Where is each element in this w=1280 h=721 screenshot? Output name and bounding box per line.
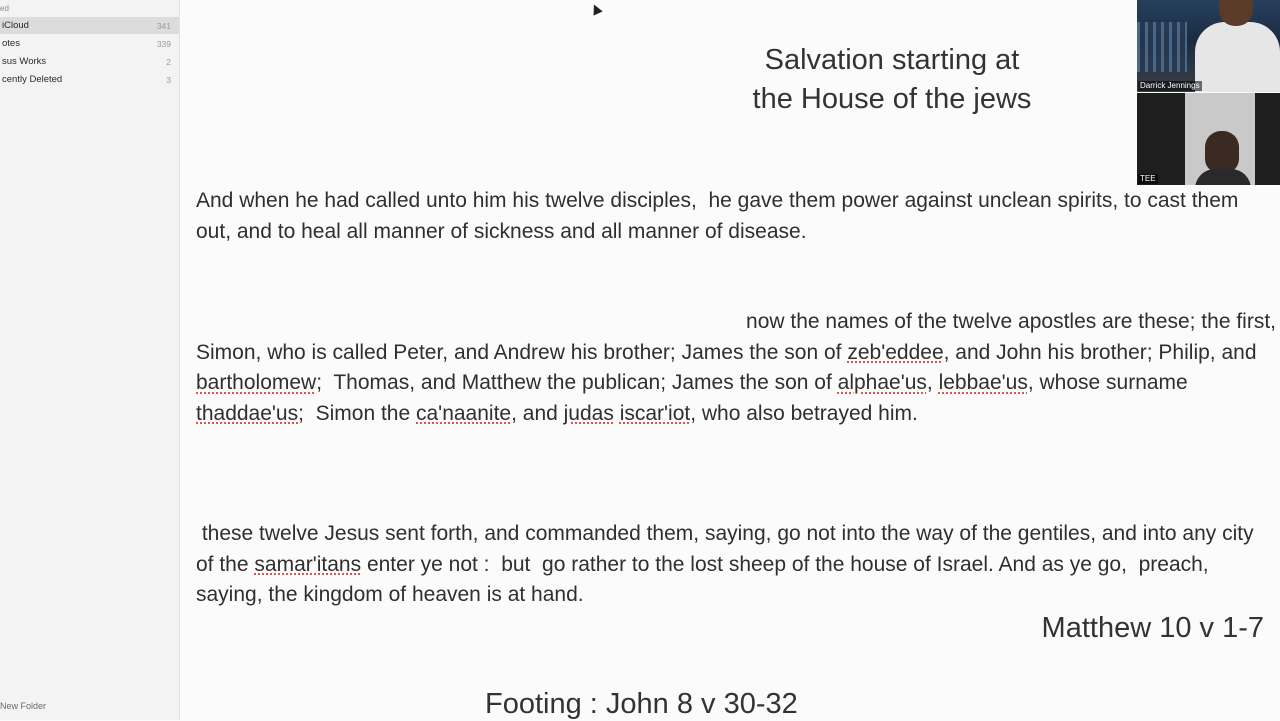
new-folder-button[interactable]: New Folder: [0, 701, 47, 711]
participant-1-image: [1195, 22, 1280, 92]
text-span: these twelve Jesus sent forth, and commanded them, saying, go not into the way of the gentiles, and into any city of the: [196, 522, 1260, 576]
sidebar-item-label: cently Deleted: [2, 74, 63, 85]
video-tile-participant-1[interactable]: [1137, 0, 1280, 92]
city-background-image: [1137, 22, 1187, 72]
sidebar-item-count: 341: [156, 20, 171, 31]
sidebar-item-notes[interactable]: [0, 35, 179, 52]
paragraph-2-first-line: now the names of the twelve apostles are these; the first,: [746, 310, 1276, 333]
sidebar-item-jesus-works[interactable]: [0, 53, 179, 70]
note-paragraph-1: And when he had called unto him his twelve disciples, he gave them power against unclean spirits, to cast them out, and to heal all manner of sickness and all manner of disease.: [196, 189, 1245, 243]
scripture-reference: Matthew 10 v 1-7: [1041, 612, 1264, 644]
participant-name: TEE: [1140, 174, 1156, 183]
text-span: ; Thomas, and Matthew the publican; James the son of: [316, 371, 838, 394]
sidebar-item-icloud[interactable]: [0, 17, 179, 34]
text-span: , and: [511, 401, 564, 425]
note-paragraph-2: [196, 307, 1276, 429]
text-span: ; Simon the: [298, 401, 416, 425]
participant-2-head-image: [1205, 131, 1239, 173]
sidebar-item-label: otes: [2, 38, 20, 49]
note-title: Salvation starting at the House of the jews: [752, 44, 1032, 115]
spellcheck-word[interactable]: ca'naanite: [416, 401, 512, 425]
text-span: Simon, who is called Peter, and Andrew his brother; James the son of: [196, 340, 848, 364]
sidebar-item-count: 3: [166, 74, 171, 85]
participant-name: Darrick Jennings: [1140, 81, 1200, 90]
sidebar-item-count: 339: [156, 38, 171, 49]
spellcheck-word[interactable]: zeb'eddee: [847, 340, 944, 364]
sidebar-item-label: iCloud: [2, 20, 29, 31]
sidebar-section-header: ed: [0, 4, 9, 13]
video-tile-participant-2[interactable]: [1137, 93, 1280, 185]
folders-sidebar: [0, 0, 180, 720]
text-span: , who also betrayed him.: [690, 401, 918, 425]
sidebar-item-count: 2: [166, 56, 171, 67]
spellcheck-word[interactable]: lebbae'us: [938, 371, 1028, 394]
text-span: , whose surname: [1027, 371, 1194, 394]
note-editor[interactable]: [180, 0, 1280, 720]
text-span: , and John his brother; Philip, and: [943, 340, 1263, 364]
footing-reference: Footing : John 8 v 30-32: [485, 688, 798, 720]
text-span: enter ye not : but go rather to the lost sheep of the house of Israel. And as ye go, preach, saying, the kingdom of heaven is at hand.: [196, 552, 1215, 606]
spellcheck-word[interactable]: samar'itans: [254, 552, 362, 576]
spellcheck-word[interactable]: judas: [563, 401, 614, 425]
text-span: ,: [926, 371, 939, 394]
spellcheck-word[interactable]: alphae'us: [837, 371, 927, 394]
spellcheck-word[interactable]: iscar'iot: [619, 401, 691, 425]
sidebar-item-label: sus Works: [2, 56, 47, 67]
sidebar-item-recently-deleted[interactable]: [0, 71, 179, 88]
note-paragraph-3: [196, 519, 1276, 611]
spellcheck-word[interactable]: thaddae'us: [196, 401, 299, 425]
spellcheck-word[interactable]: bartholomew: [196, 371, 317, 394]
